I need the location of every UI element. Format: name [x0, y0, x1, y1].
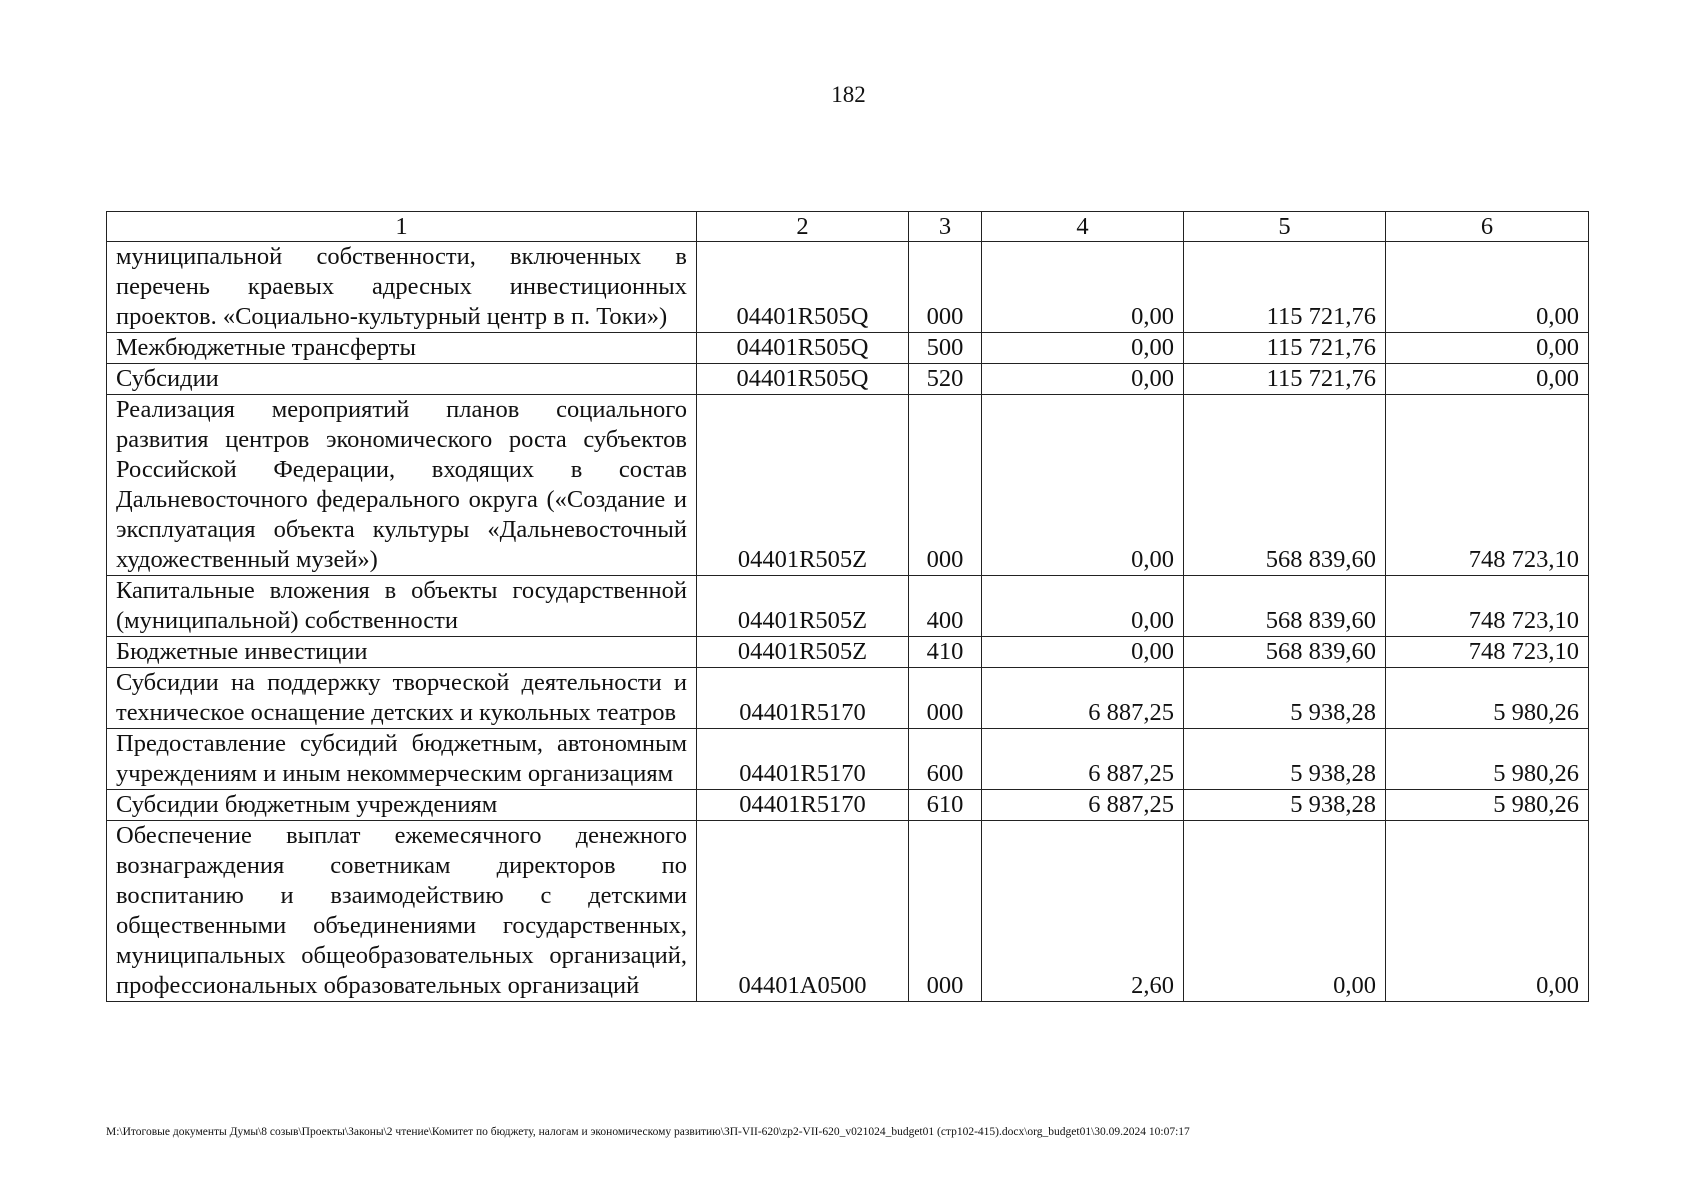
column-header-3: 3	[909, 212, 982, 242]
row-expense-type: 000	[909, 668, 982, 729]
table-row	[107, 395, 1589, 576]
row-name: Субсидии бюджетным учреждениям	[107, 790, 697, 821]
row-target-code: 04401R505Q	[697, 364, 909, 395]
row-value-6: 748 723,10	[1386, 576, 1589, 637]
row-target-code: 04401R505Z	[697, 395, 909, 576]
page-number: 182	[831, 82, 866, 107]
row-target-code: 04401R505Z	[697, 637, 909, 668]
row-value-6: 748 723,10	[1386, 637, 1589, 668]
column-header-2: 2	[697, 212, 909, 242]
row-value-4: 0,00	[982, 395, 1184, 576]
row-value-4: 6 887,25	[982, 729, 1184, 790]
row-value-5: 5 938,28	[1184, 790, 1386, 821]
row-value-5: 5 938,28	[1184, 729, 1386, 790]
row-value-6: 748 723,10	[1386, 395, 1589, 576]
row-value-4: 0,00	[982, 364, 1184, 395]
row-value-4: 0,00	[982, 333, 1184, 364]
row-name: Предоставление субсидий бюджетным, автономным учреждениям и иным некоммерческим организациям	[107, 729, 697, 790]
row-value-6: 0,00	[1386, 364, 1589, 395]
row-expense-type: 000	[909, 242, 982, 333]
row-value-5: 115 721,76	[1184, 333, 1386, 364]
row-name: муниципальной собственности, включенных в перечень краевых адресных инвестиционных проектов. «Социально-культурный центр в п. Токи»)	[107, 242, 697, 333]
row-value-6: 0,00	[1386, 333, 1589, 364]
row-target-code: 04401A0500	[697, 821, 909, 1002]
budget-table	[106, 211, 1589, 1002]
table-header-row	[107, 212, 1589, 242]
table-row	[107, 242, 1589, 333]
row-value-6: 5 980,26	[1386, 729, 1589, 790]
table-row	[107, 576, 1589, 637]
row-value-5: 0,00	[1184, 821, 1386, 1002]
row-expense-type: 410	[909, 637, 982, 668]
row-value-5: 568 839,60	[1184, 576, 1386, 637]
row-target-code: 04401R505Q	[697, 242, 909, 333]
row-name: Межбюджетные трансферты	[107, 333, 697, 364]
row-value-4: 6 887,25	[982, 790, 1184, 821]
row-target-code: 04401R5170	[697, 729, 909, 790]
row-target-code: 04401R5170	[697, 668, 909, 729]
column-header-5: 5	[1184, 212, 1386, 242]
row-target-code: 04401R5170	[697, 790, 909, 821]
row-expense-type: 400	[909, 576, 982, 637]
row-value-5: 115 721,76	[1184, 364, 1386, 395]
row-value-6: 5 980,26	[1386, 668, 1589, 729]
table-row	[107, 668, 1589, 729]
column-header-4: 4	[982, 212, 1184, 242]
table-row	[107, 364, 1589, 395]
row-value-4: 0,00	[982, 637, 1184, 668]
row-name: Субсидии на поддержку творческой деятельности и техническое оснащение детских и кукольных театров	[107, 668, 697, 729]
table-row	[107, 333, 1589, 364]
table-row	[107, 790, 1589, 821]
row-expense-type: 520	[909, 364, 982, 395]
row-expense-type: 000	[909, 821, 982, 1002]
row-name: Реализация мероприятий планов социального развития центров экономического роста субъектов Российской Федерации, входящих в состав Дальневосточного федерального округа («Создание и эксплуатация объекта культуры «Дальневосточный художественный музей»)	[107, 395, 697, 576]
row-expense-type: 500	[909, 333, 982, 364]
row-target-code: 04401R505Z	[697, 576, 909, 637]
row-target-code: 04401R505Q	[697, 333, 909, 364]
footer-file-path: M:\Итоговые документы Думы\8 созыв\Проекты\Законы\2 чтение\Комитет по бюджету, налогам и экономическому развитию\ЗП-VII-620\zp2-VII-620_v021024_budget01 (стр102-415).docx\org_budget01\30.09.2024 10:07:17	[106, 1126, 1190, 1138]
column-header-1: 1	[107, 212, 697, 242]
table-row	[107, 637, 1589, 668]
row-value-5: 568 839,60	[1184, 395, 1386, 576]
row-value-4: 0,00	[982, 242, 1184, 333]
row-value-6: 5 980,26	[1386, 790, 1589, 821]
row-expense-type: 610	[909, 790, 982, 821]
row-value-6: 0,00	[1386, 242, 1589, 333]
row-value-4: 6 887,25	[982, 668, 1184, 729]
column-header-6: 6	[1386, 212, 1589, 242]
row-name: Бюджетные инвестиции	[107, 637, 697, 668]
row-value-5: 115 721,76	[1184, 242, 1386, 333]
row-name: Капитальные вложения в объекты государственной (муниципальной) собственности	[107, 576, 697, 637]
row-expense-type: 600	[909, 729, 982, 790]
row-name: Субсидии	[107, 364, 697, 395]
row-value-4: 0,00	[982, 576, 1184, 637]
row-expense-type: 000	[909, 395, 982, 576]
table-row	[107, 821, 1589, 1002]
table-row	[107, 729, 1589, 790]
row-value-4: 2,60	[982, 821, 1184, 1002]
row-name: Обеспечение выплат ежемесячного денежного вознаграждения советникам директоров по воспитанию и взаимодействию с детскими общественными объединениями государственных, муниципальных общеобразовательных организаций, профессиональных образовательных организаций	[107, 821, 697, 1002]
row-value-5: 5 938,28	[1184, 668, 1386, 729]
row-value-6: 0,00	[1386, 821, 1589, 1002]
row-value-5: 568 839,60	[1184, 637, 1386, 668]
